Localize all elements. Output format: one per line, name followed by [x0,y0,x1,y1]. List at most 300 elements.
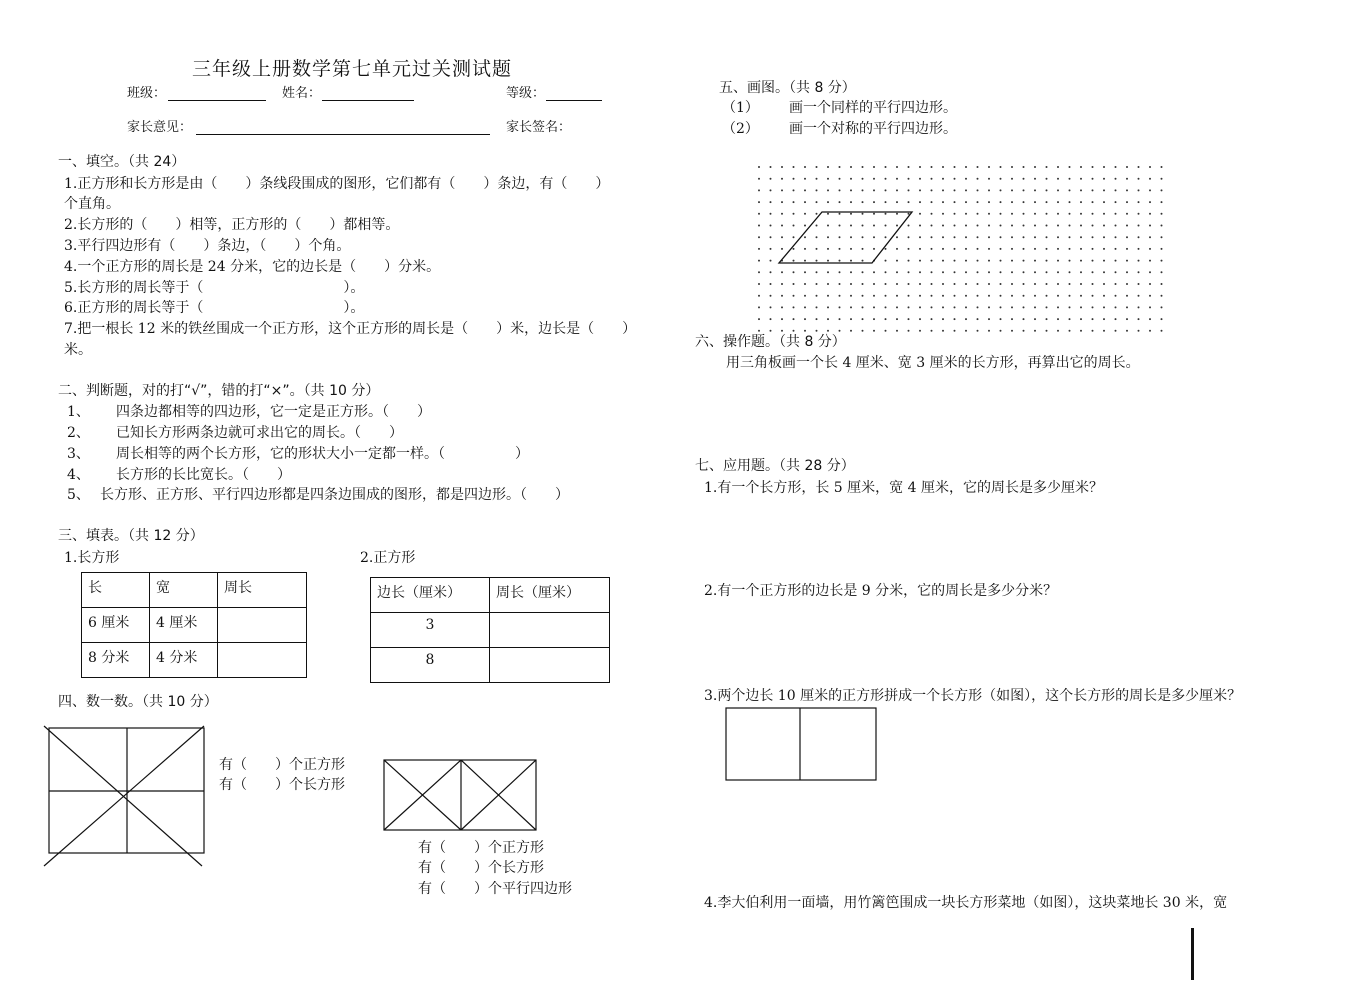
grid-dot [965,306,967,308]
grid-dot [839,283,841,285]
grid-dot [1092,248,1094,250]
grid-dot [804,189,806,191]
grid-dot [804,201,806,203]
grid-dot [1057,201,1059,203]
grid-dot [781,201,783,203]
grid-dot [781,318,783,320]
grid-dot [1069,178,1071,180]
grid-dot [793,201,795,203]
grid-dot [942,178,944,180]
grid-dot [770,295,772,297]
class-blank[interactable] [168,100,266,101]
grid-dot [827,295,829,297]
grid-dot [1080,178,1082,180]
grid-dot [908,178,910,180]
grid-dot [1092,283,1094,285]
grid-dot [1069,295,1071,297]
grid-dot [1080,283,1082,285]
section6-heading: 六、操作题。（共 8 分） [695,334,846,350]
grid-dot [816,213,818,215]
grid-dot [977,271,979,273]
grid-dot [816,318,818,320]
grid-dot [1011,330,1013,332]
grid-dot [1115,236,1117,238]
grid-dot [896,189,898,191]
grid-dot [942,201,944,203]
grid-dot [804,248,806,250]
grid-dot [1126,271,1128,273]
grid-dot [816,283,818,285]
grid-dot [873,306,875,308]
grid-dot [896,225,898,227]
grid-dot [873,178,875,180]
grid-dot [770,330,772,332]
grid-dot [1023,166,1025,168]
section2-heading: 二、判断题，对的打“√”，错的打“×”。（共 10 分） [58,383,380,399]
grid-dot [862,295,864,297]
grid-dot [908,189,910,191]
grid-dot [931,166,933,168]
grid-dot [873,330,875,332]
grid-dot [770,189,772,191]
class-label: 班级： [127,86,167,101]
grid-dot [977,178,979,180]
grid-dot [1149,318,1151,320]
grid-dot [804,330,806,332]
grid-dot [954,225,956,227]
grid-dot [827,201,829,203]
grid-dot [1057,236,1059,238]
grid-dot [1000,178,1002,180]
grid-dot [1057,260,1059,262]
grid-dot [758,189,760,191]
grid-dot [977,306,979,308]
grid-dot [1046,248,1048,250]
grid-dot [850,271,852,273]
grid-dot [885,189,887,191]
grid-dot [908,260,910,262]
square-cell-perimeter-answer[interactable] [490,613,610,648]
grid-dot [1092,306,1094,308]
grid-dot [827,248,829,250]
grid-dot [1069,271,1071,273]
grid-dot [1138,178,1140,180]
grid-dot [781,248,783,250]
grid-dot [919,306,921,308]
grid-dot [1138,271,1140,273]
dot-grid-drawing-area[interactable] [752,158,1172,333]
grid-dot [1080,330,1082,332]
fig2-count-parallelograms: 有（ ）个平行四边形 [418,881,572,897]
grid-dot [942,330,944,332]
grid-dot [1046,201,1048,203]
section5-heading: 五、画图。（共 8 分） [719,80,856,96]
grid-dot [1103,260,1105,262]
grid-dot [1057,225,1059,227]
grid-dot [988,178,990,180]
square-header-perimeter: 周长（厘米） [490,578,610,613]
grid-dot [758,166,760,168]
sec7-q1: 1.有一个长方形，长 5 厘米，宽 4 厘米，它的周长是多少厘米？ [704,480,1103,496]
grid-dot [954,166,956,168]
grid-dot [908,201,910,203]
grid-dot [1103,213,1105,215]
grid-dot [1103,283,1105,285]
grid-dot [942,166,944,168]
grid-dot [1138,283,1140,285]
grid-dot [1103,201,1105,203]
rect-cell-width: 4 厘米 [150,608,218,643]
grid-dot [988,260,990,262]
grade-label: 等级： [506,86,546,101]
grid-dot [1011,283,1013,285]
grid-dot [850,189,852,191]
grid-dot [781,166,783,168]
grid-dot [1034,271,1036,273]
grid-dot [839,295,841,297]
sec1-q7-line1: 7.把一根长 12 米的铁丝围成一个正方形，这个正方形的周长是（ ）米，边长是（ ） [64,321,637,337]
grid-dot [839,225,841,227]
grid-dot [919,178,921,180]
grid-dot [816,306,818,308]
grid-dot [977,189,979,191]
grid-dot [977,318,979,320]
grid-dot [1103,178,1105,180]
grid-dot [965,178,967,180]
grid-dot [977,225,979,227]
grid-dot [965,166,967,168]
grid-dot [1057,306,1059,308]
grid-dot [919,330,921,332]
grid-dot [1000,213,1002,215]
grid-dot [862,166,864,168]
grid-dot [1080,318,1082,320]
sec2-item-4-num: 4、 [67,467,90,483]
grid-dot [931,236,933,238]
grid-dot [862,213,864,215]
grid-dot [1161,248,1163,250]
grid-dot [885,225,887,227]
grid-dot [1011,248,1013,250]
grid-dot [1046,260,1048,262]
rect-header-perimeter: 周长 [218,573,307,608]
grid-dot [850,201,852,203]
grid-dot [804,166,806,168]
sec2-item-2-text: 已知长方形两条边就可求出它的周长。（ ） [116,425,403,441]
grid-dot [1115,271,1117,273]
section3-heading: 三、填表。（共 12 分） [58,528,204,544]
grid-dot [850,225,852,227]
grid-dot [816,225,818,227]
grid-dot [781,330,783,332]
grid-dot [839,178,841,180]
grid-dot [931,213,933,215]
grid-dot [988,213,990,215]
grid-dot [770,225,772,227]
square-cell-side: 8 [371,648,490,683]
sec7-q4: 4.李大伯利用一面墙，用竹篱笆围成一块长方形菜地（如图），这块菜地长 30 米，宽 [704,895,1228,911]
parent-sign-label: 家长签名： [506,120,572,135]
grid-dot [1034,260,1036,262]
grid-dot [1046,166,1048,168]
grid-dot [862,330,864,332]
grid-dot [1161,201,1163,203]
grid-dot [1011,166,1013,168]
grid-dot [804,260,806,262]
grid-dot [1023,248,1025,250]
grid-dot [931,283,933,285]
section1-heading: 一、填空。（共 24） [58,154,186,170]
square-table-label: 2.正方形 [360,550,416,566]
sec2-item-4-text: 长方形的长比宽长。（ ） [116,467,291,483]
grid-dot [816,236,818,238]
grid-dot [965,295,967,297]
grid-dot [1011,189,1013,191]
grid-dot [1046,271,1048,273]
grid-dot [873,295,875,297]
grid-dot [896,166,898,168]
grid-dot [1138,248,1140,250]
sec2-item-1-text: 四条边都相等的四边形，它一定是正方形。（ ） [116,404,431,420]
grid-dot [885,295,887,297]
grid-dot [1080,189,1082,191]
grid-dot [1115,213,1117,215]
grid-dot [793,330,795,332]
grid-dot [1023,295,1025,297]
grid-dot [1069,201,1071,203]
grid-dot [1103,166,1105,168]
grid-dot [804,318,806,320]
grid-dot [1023,178,1025,180]
grid-dot [896,248,898,250]
grid-dot [804,295,806,297]
grid-dot [1023,271,1025,273]
grid-dot [908,271,910,273]
grid-dot [977,201,979,203]
grid-dot [965,318,967,320]
grid-dot [850,295,852,297]
grid-dot [862,236,864,238]
fig1-count-rectangles: 有（ ）个长方形 [219,777,345,793]
grid-dot [1126,213,1128,215]
grid-dot [885,260,887,262]
grid-dot [885,318,887,320]
grid-dot [919,260,921,262]
grid-dot [758,236,760,238]
grid-dot [1023,236,1025,238]
grid-dot [770,178,772,180]
grid-dot [1138,295,1140,297]
square-cell-side: 3 [371,613,490,648]
grid-dot [1011,318,1013,320]
grid-dot [1069,330,1071,332]
grid-dot [1103,225,1105,227]
grid-dot [1161,166,1163,168]
grid-dot [1034,283,1036,285]
grid-dot [919,248,921,250]
grid-dot [1149,213,1151,215]
grid-dot [954,271,956,273]
grid-dot [758,213,760,215]
two-squares-figure [722,704,882,784]
grid-dot [862,306,864,308]
grid-dot [1092,189,1094,191]
grid-dot [781,225,783,227]
grid-dot [1161,225,1163,227]
grid-dot [793,189,795,191]
grid-dot [977,166,979,168]
grid-dot [896,283,898,285]
grid-dot [954,295,956,297]
grid-dot [942,283,944,285]
rect-cell-perimeter-answer[interactable] [218,608,307,643]
grid-dot [1149,236,1151,238]
grid-dot [1034,189,1036,191]
grid-dot [770,201,772,203]
grid-dot [1126,306,1128,308]
grid-dot [1080,248,1082,250]
grid-dot [827,178,829,180]
section7-heading: 七、应用题。（共 28 分） [695,458,855,474]
grid-dot [896,213,898,215]
grid-dot [908,295,910,297]
grid-dot [793,178,795,180]
grid-dot [1149,271,1151,273]
grid-dot [908,225,910,227]
grid-dot [1011,178,1013,180]
grid-dot [758,178,760,180]
grid-dot [827,166,829,168]
grid-dot [781,213,783,215]
grid-dot [1011,213,1013,215]
grid-dot [873,236,875,238]
square-cell-perimeter-answer[interactable] [490,648,610,683]
grid-dot [804,283,806,285]
name-blank[interactable] [322,100,414,101]
grid-dot [931,189,933,191]
grid-dot [1103,236,1105,238]
grid-dot [988,318,990,320]
grid-dot [1161,295,1163,297]
grid-dot [885,306,887,308]
sec1-q4: 4.一个正方形的周长是 24 分米，它的边长是（ ）分米。 [64,259,441,275]
grid-dot [1080,260,1082,262]
grid-dot [977,295,979,297]
grid-dot [1115,330,1117,332]
grid-dot [977,283,979,285]
grid-dot [977,260,979,262]
grid-dot [908,306,910,308]
grid-dot [1115,295,1117,297]
grid-dot [1023,306,1025,308]
grid-dot [1023,213,1025,215]
rect-cell-perimeter-answer[interactable] [218,643,307,678]
grid-dot [1011,201,1013,203]
grid-dot [816,248,818,250]
grid-dot [1000,330,1002,332]
grid-dot [1034,166,1036,168]
grid-dot [1103,248,1105,250]
grid-dot [862,201,864,203]
grid-dot [1115,318,1117,320]
grid-dot [839,213,841,215]
page-title: 三年级上册数学第七单元过关测试题 [192,58,513,80]
grid-dot [758,248,760,250]
grid-dot [931,201,933,203]
grid-dot [1057,189,1059,191]
grid-dot [1126,166,1128,168]
grid-dot [873,318,875,320]
grid-dot [988,283,990,285]
grid-dot [1161,318,1163,320]
grid-dot [781,283,783,285]
grid-dot [781,236,783,238]
grid-dot [1092,225,1094,227]
grid-dot [1023,318,1025,320]
grid-dot [908,213,910,215]
grid-dot [839,236,841,238]
grid-dot [965,236,967,238]
sec2-item-2-num: 2、 [67,425,90,441]
grid-dot [896,318,898,320]
sec1-q5: 5.长方形的周长等于（ ）。 [64,280,365,296]
fig1-count-squares: 有（ ）个正方形 [219,757,345,773]
grid-dot [839,260,841,262]
sample-parallelogram [779,212,912,263]
grid-dot [885,213,887,215]
grid-dot [1080,213,1082,215]
grid-dot [873,271,875,273]
grid-dot [850,283,852,285]
grid-dot [804,178,806,180]
grid-dot [931,260,933,262]
grid-dot [804,271,806,273]
grid-dot [908,166,910,168]
grade-blank[interactable] [546,100,602,101]
grid-dot [1023,189,1025,191]
grid-dot [1000,189,1002,191]
grid-dot [1000,166,1002,168]
grid-dot [1000,260,1002,262]
grid-dot [1023,283,1025,285]
grid-dot [965,330,967,332]
grid-dot [954,201,956,203]
grid-dot [1046,295,1048,297]
rectangle-table [81,572,307,678]
grid-dot [1057,283,1059,285]
grid-dot [1034,295,1036,297]
grid-dot [1092,260,1094,262]
grid-dot [977,330,979,332]
grid-dot [1069,236,1071,238]
sec2-item-5-text: 长方形、正方形、平行四边形都是四条边围成的图形，都是四边形。（ ） [100,487,569,503]
grid-dot [1149,295,1151,297]
sec5-item-2-text: 画一个对称的平行四边形。 [789,121,957,137]
grid-dot [804,306,806,308]
grid-dot [758,330,760,332]
sec2-item-3-text: 周长相等的两个长方形，它的形状大小一定都一样。（ ） [116,446,529,462]
grid-dot [793,166,795,168]
grid-dot [862,260,864,262]
parent-opinion-blank[interactable] [196,134,490,135]
grid-dot [1126,225,1128,227]
grid-dot [758,271,760,273]
grid-dot [988,330,990,332]
grid-dot [896,306,898,308]
grid-dot [850,260,852,262]
grid-dot [1080,271,1082,273]
grid-dot [793,260,795,262]
